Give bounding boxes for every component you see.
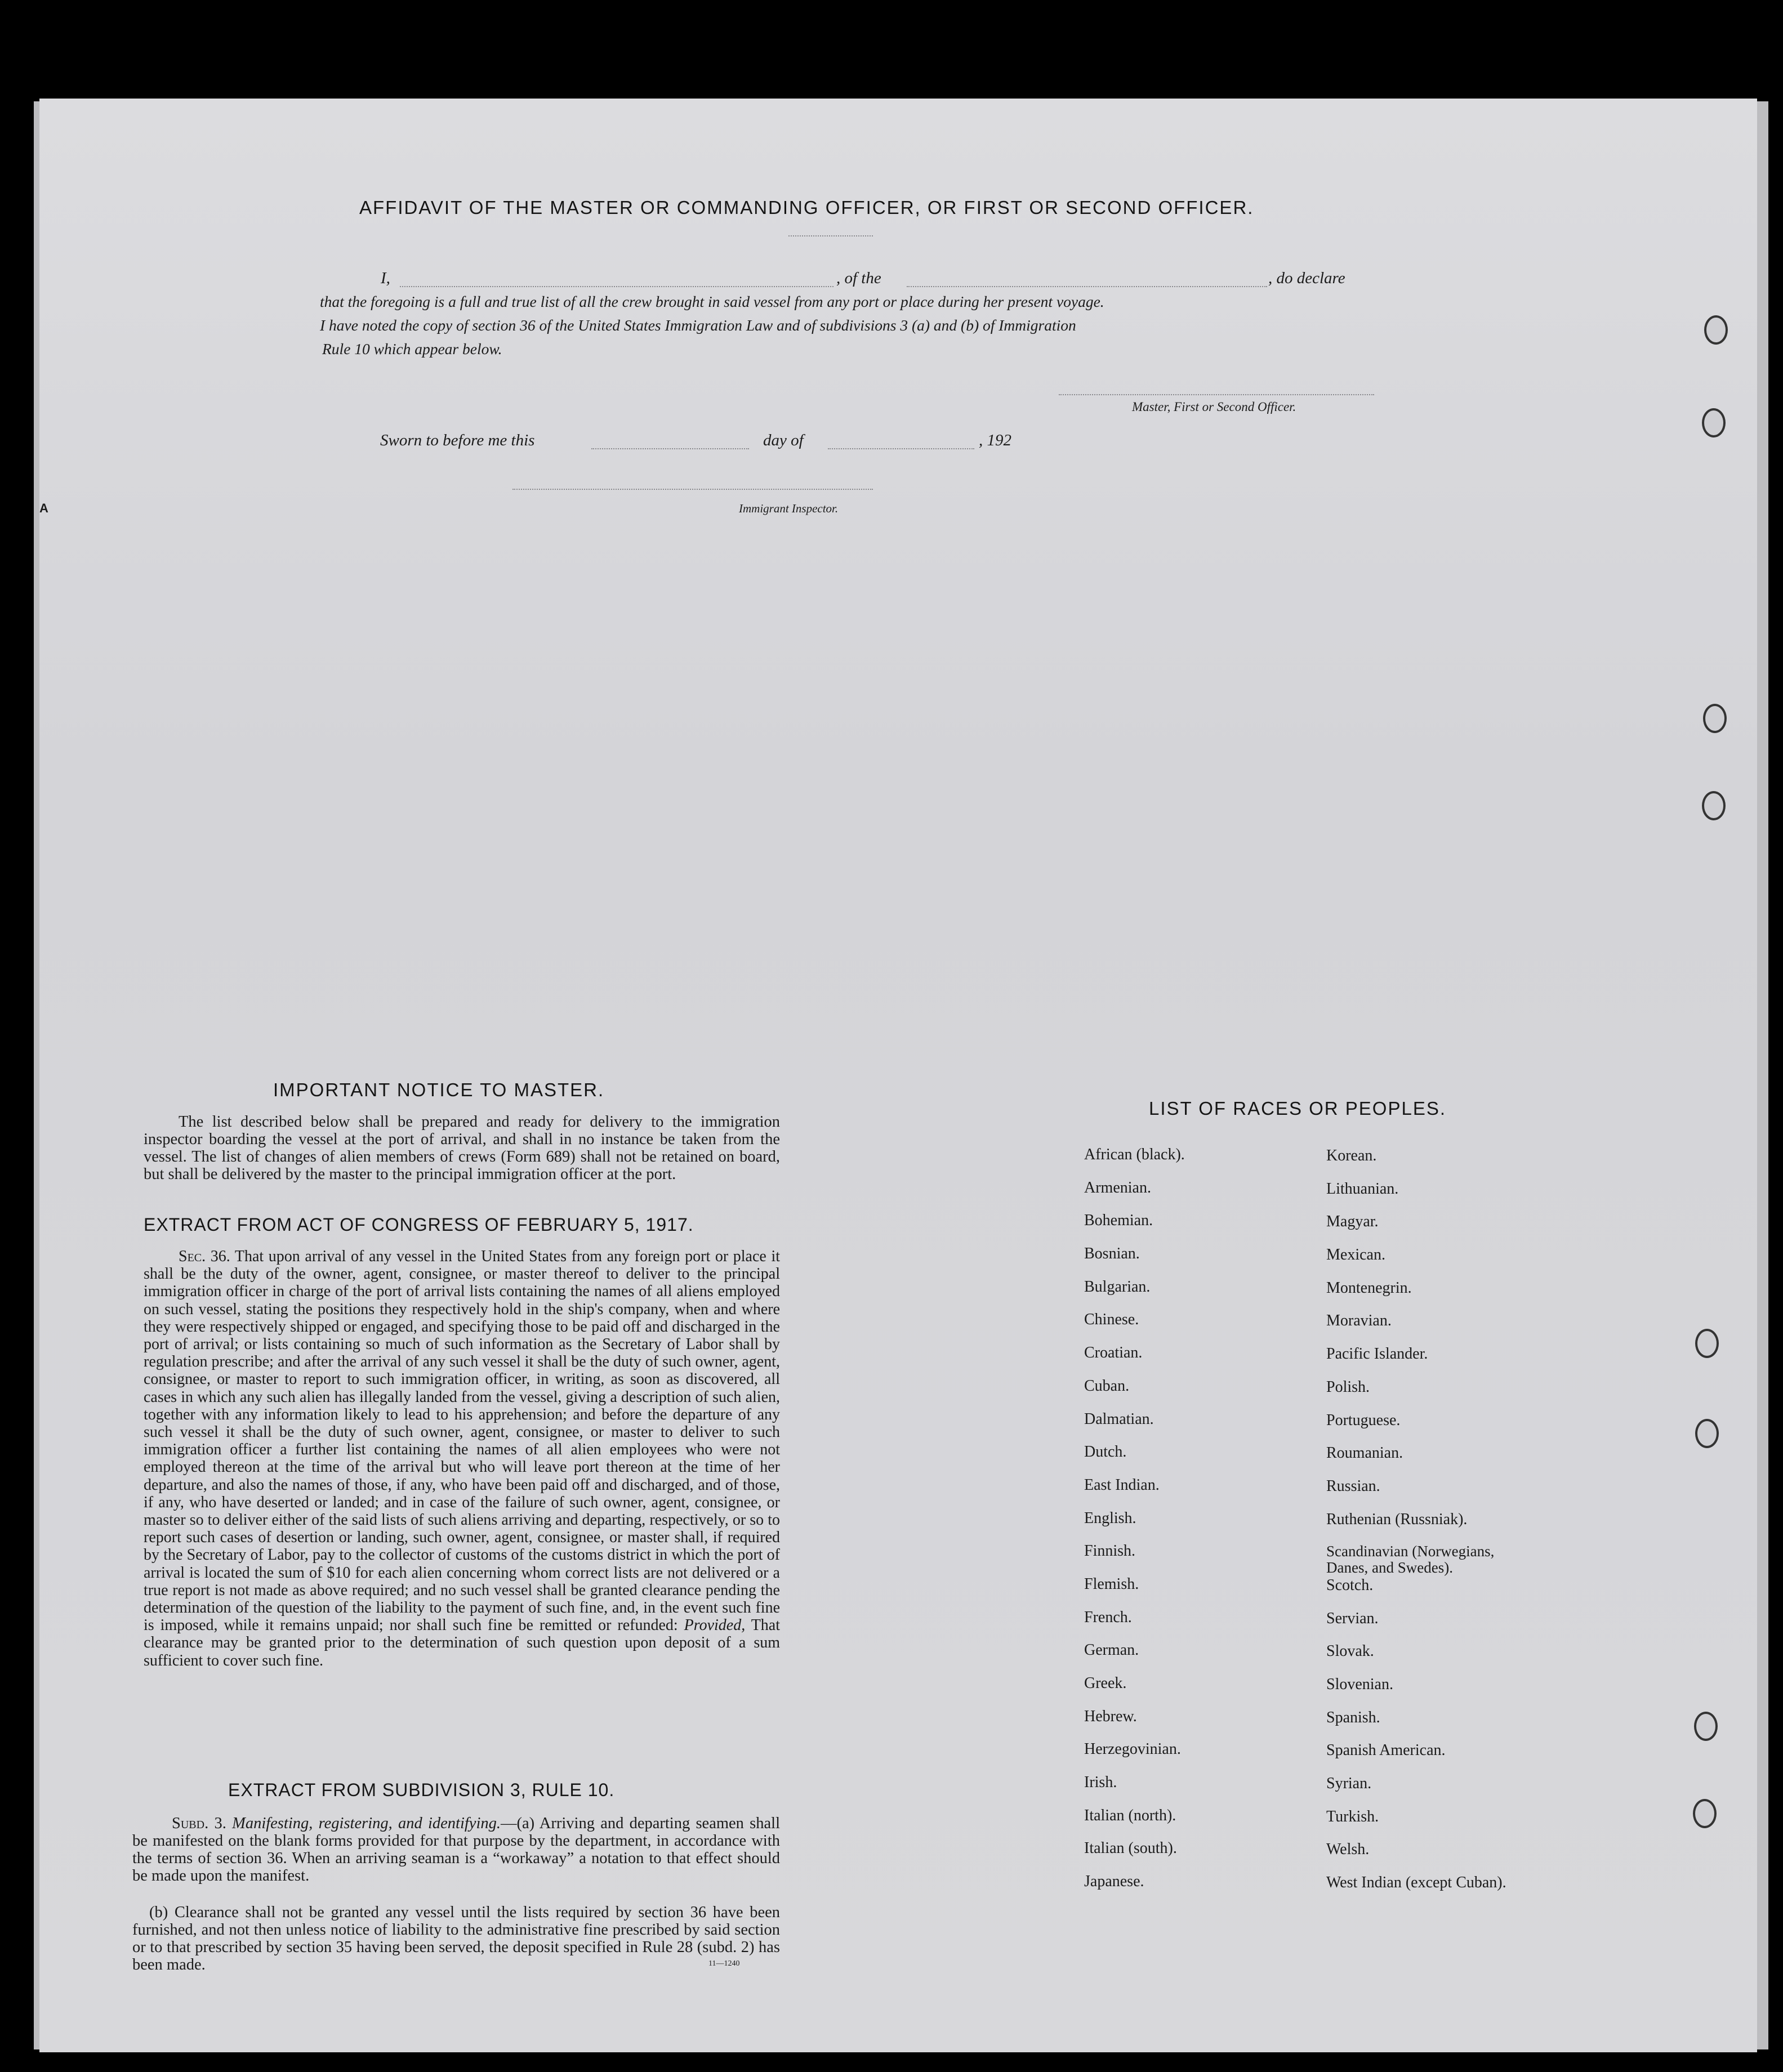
races-right-column	[1326, 1147, 1521, 1907]
rule-subd-heading: Manifesting, registering, and identifying.	[232, 1815, 501, 1832]
race-item: Dutch.	[1084, 1443, 1127, 1461]
race-item: East Indian.	[1084, 1476, 1160, 1494]
affidavit-i: I,	[381, 269, 390, 287]
race-item: Italian (south).	[1084, 1839, 1177, 1857]
race-item: Hebrew.	[1084, 1707, 1137, 1725]
race-item: Roumanian.	[1326, 1444, 1403, 1462]
race-item: Pacific Islander.	[1326, 1345, 1428, 1363]
affidavit-line-3: I have noted the copy of section 36 of the United States Immigration Law and of subdivisions 3 (a) and (b) of Immigration	[320, 316, 1076, 334]
race-item: Greek.	[1084, 1674, 1127, 1692]
punch-hole	[1703, 704, 1727, 733]
race-item: Turkish.	[1326, 1807, 1379, 1825]
race-item: Russian.	[1326, 1477, 1380, 1495]
race-item: West Indian (except Cuban).	[1326, 1874, 1506, 1892]
notice-text: The list described below shall be prepared and ready for delivery to the immigration inspector boarding the vessel at the port of arrival, and shall in no instance be taken from the vessel. The list of changes of alien members of crews (Form 689) shall not be retained on board, but shall be delivered by the master to the principal immigration officer at the port.	[144, 1113, 780, 1183]
race-item: Bohemian.	[1084, 1212, 1153, 1230]
race-item: Armenian.	[1084, 1178, 1151, 1196]
rule-para-b: (b) Clearance shall not be granted any vessel until the lists required by section 36 have been furnished, and not then unless notice of liability to the administrative fine prescribed by said section or to that prescribed by section 35 having been served, the deposit specified in Rule 28 (subd. 2) has been made.	[132, 1904, 780, 1973]
affidavit-title: AFFIDAVIT OF THE MASTER OR COMMANDING OFFICER, OR FIRST OR SECOND OFFICER.	[359, 197, 1254, 218]
punch-hole	[1694, 1712, 1718, 1741]
name-blank-line	[400, 286, 833, 287]
signature-caption: Master, First or Second Officer.	[1132, 400, 1296, 414]
form-number: 11—1240	[708, 1959, 740, 1968]
race-item: Japanese.	[1084, 1873, 1144, 1891]
affidavit-declare: , do declare	[1268, 269, 1345, 287]
punch-hole	[1695, 1419, 1719, 1448]
notice-title: IMPORTANT NOTICE TO MASTER.	[273, 1079, 605, 1100]
race-item: Chinese.	[1084, 1311, 1139, 1329]
race-item: Bulgarian.	[1084, 1278, 1151, 1296]
race-item: Slovak.	[1326, 1642, 1374, 1660]
act-title: EXTRACT FROM ACT OF CONGRESS OF FEBRUARY 5, 1917.	[144, 1214, 694, 1235]
race-item: Finnish.	[1084, 1542, 1136, 1560]
vessel-blank-line	[907, 286, 1267, 287]
race-item: Italian (north).	[1084, 1806, 1176, 1824]
punch-hole	[1702, 408, 1726, 437]
affidavit-of-the: , of the	[836, 269, 881, 287]
signature-line	[1059, 394, 1374, 395]
race-item: Spanish.	[1326, 1708, 1380, 1726]
race-item: Scotch.	[1326, 1576, 1374, 1594]
race-item: Montenegrin.	[1326, 1279, 1412, 1297]
race-item: Lithuanian.	[1326, 1180, 1399, 1198]
month-blank-line	[828, 448, 974, 449]
race-item: Mexican.	[1326, 1246, 1385, 1264]
sworn-text: Sworn to before me this	[380, 431, 535, 449]
race-item: Bosnian.	[1084, 1245, 1140, 1263]
race-item: Irish.	[1084, 1774, 1117, 1792]
rule-title: EXTRACT FROM SUBDIVISION 3, RULE 10.	[228, 1780, 615, 1800]
act-section-label: Sec. 36.	[179, 1248, 230, 1265]
race-item: German.	[1084, 1641, 1139, 1659]
day-blank-line	[591, 448, 749, 449]
rule-para-a	[132, 1815, 780, 1885]
inspector-caption: Immigrant Inspector.	[739, 502, 839, 515]
act-text-end: That clearance may be granted prior to the determination of such question upon deposit of a sum sufficient to cover such fine.	[144, 1616, 781, 1669]
rule-subd-label: Subd. 3.	[172, 1815, 226, 1832]
races-left-column	[1084, 1146, 1185, 1906]
race-item: English.	[1084, 1509, 1136, 1527]
race-item: Herzegovinian.	[1084, 1740, 1181, 1758]
inspector-line	[512, 489, 873, 490]
title-rule	[788, 235, 873, 236]
race-item: African (black).	[1084, 1146, 1185, 1163]
race-item: Syrian.	[1326, 1775, 1372, 1793]
punch-hole	[1693, 1799, 1717, 1828]
race-item: Polish.	[1326, 1378, 1370, 1396]
act-proviso: Provided,	[684, 1616, 746, 1635]
race-item: Portuguese.	[1326, 1411, 1401, 1429]
race-item: Ruthenian (Russniak).	[1326, 1510, 1468, 1528]
margin-letter: A	[39, 501, 48, 515]
race-item: Moravian.	[1326, 1312, 1392, 1330]
race-item: Servian.	[1326, 1609, 1379, 1627]
race-item: Croatian.	[1084, 1344, 1143, 1362]
affidavit-line-2: that the foregoing is a full and true list of all the crew brought in said vessel from any port or place during her present voyage.	[320, 293, 1104, 310]
rule-para-a-text: —(a) Arriving and departing seamen shall be manifested on the blank forms provided for that purpose by the department, in accordance with the terms of section 36. When an arriving seaman is a “workaway” a notation to that effect should be made upon the manifest.	[132, 1815, 780, 1885]
act-section	[144, 1248, 780, 1669]
race-item: Spanish American.	[1326, 1741, 1446, 1760]
day-of-text: day of	[763, 431, 804, 449]
races-title: LIST OF RACES OR PEOPLES.	[1149, 1098, 1447, 1119]
race-item: Slovenian.	[1326, 1676, 1393, 1693]
race-item: Korean.	[1326, 1147, 1377, 1164]
race-item: Welsh.	[1326, 1841, 1370, 1859]
punch-hole	[1695, 1329, 1719, 1358]
punch-hole	[1704, 315, 1728, 345]
race-item: Flemish.	[1084, 1575, 1139, 1593]
race-item: French.	[1084, 1608, 1132, 1626]
affidavit-line-4: Rule 10 which appear below.	[322, 340, 502, 358]
race-item: Magyar.	[1326, 1213, 1379, 1231]
year-text: , 192	[979, 431, 1011, 449]
race-item: Cuban.	[1084, 1377, 1130, 1395]
punch-hole	[1702, 791, 1726, 820]
act-text: That upon arrival of any vessel in the United States from any foreign port or place it shall be the duty of the owner, agent, consignee, or master thereof to deliver to the principal immigration officer in charge of the port of arrival lists containing the names of all aliens employed on such vessel, stating the positions they respectively hold in the ship's company, when and where they were respectively shipped or engaged, and specifying those to be paid off and discharged in the port of arrival; or lists containing so much of such information as the Secretary of Labor shall by regulation prescribe; and after the arrival of any such vessel it shall be the duty of such owner, agent, consignee, or master to report to such immigration officer, in writing, as soon as discovered, all cases in which any such alien has illegally landed from the vessel, giving a description of such alien, together with any information likely to lead to his apprehension; and before the departure of any such vessel it shall be the duty of such owner, agent, consignee, or master to deliver to such immigration officer a further list containing the names of all alien employees who were not employed thereon at the time of the arrival but who will leave port thereon at the time of her departure, and also the names of those, if any, who have been paid off and discharged, and of those, if any, who have deserted or landed; and in case of the failure of such owner, agent, consignee, or master so to deliver either of the said lists of such aliens arriving and departing, respectively, or so to report such cases of desertion or landing, such owner, agent, consignee, or master shall, if required by the Secretary of Labor, pay to the collector of customs of the customs district in which the port of arrival is located the sum of $10 for each alien concerning whom correct lists are not delivered or a true report is not made as above required; and no such vessel shall be granted clearance pending the determination of the question of the liability to the payment of such fine, and, in the event such fine is imposed, while it remains unpaid; nor shall such fine be remitted or refunded:	[144, 1248, 780, 1635]
race-item: Dalmatian.	[1084, 1410, 1154, 1428]
race-item: Scandinavian (Norwegians, Danes, and Swedes).	[1326, 1543, 1495, 1577]
